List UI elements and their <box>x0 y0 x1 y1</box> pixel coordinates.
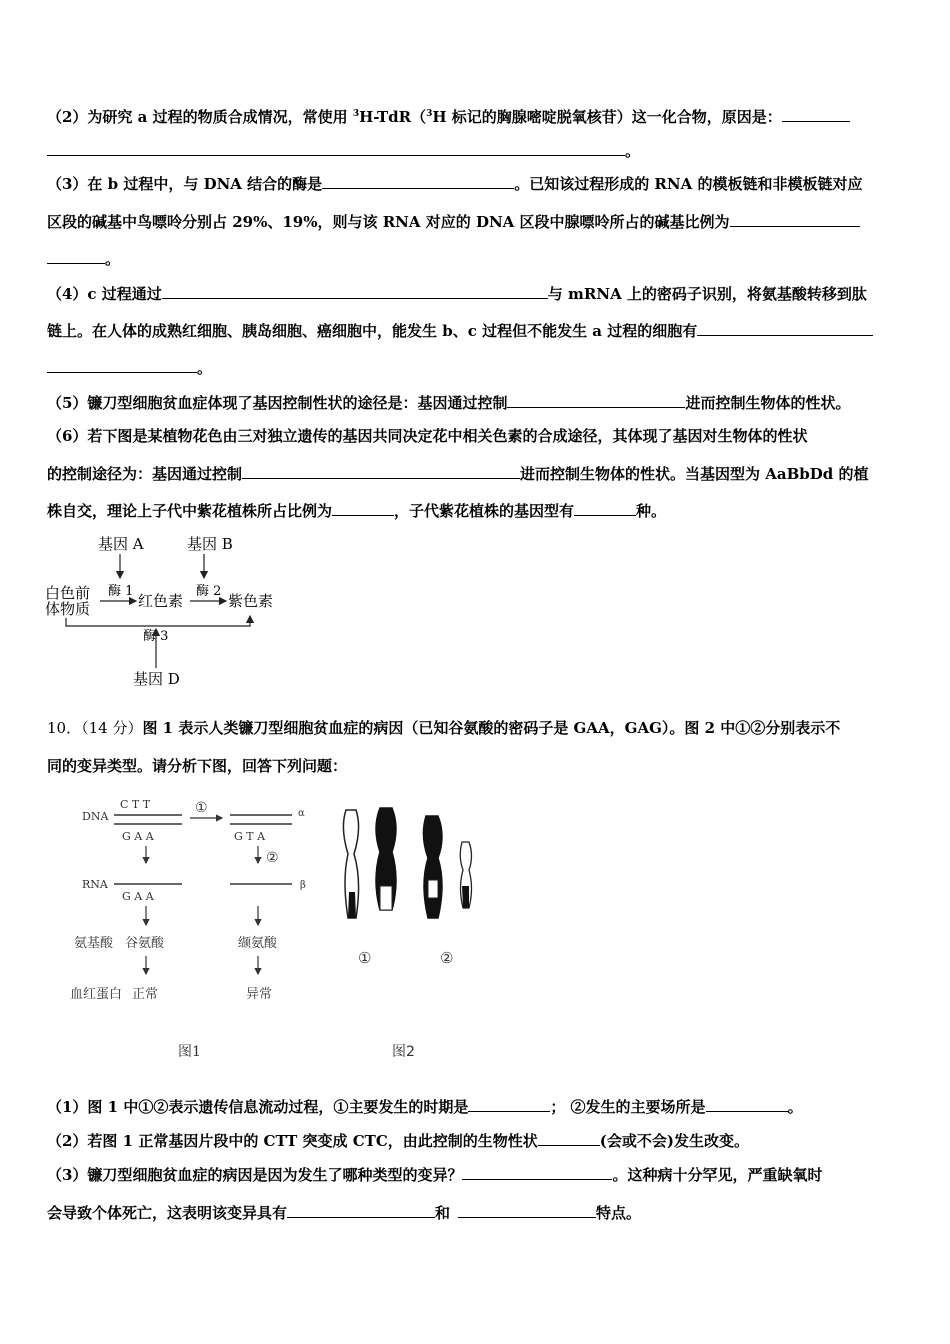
figure-1 <box>70 798 306 1060</box>
chromosome-2a <box>423 816 442 918</box>
gene-d-label: 基因 D <box>133 670 180 688</box>
q10-2-blank[interactable] <box>538 1131 600 1146</box>
alpha-label: α <box>298 808 305 819</box>
q6-text-e: ，子代紫花植株的基因型有 <box>394 502 575 520</box>
enzyme-2-label: 酶 2 <box>196 584 222 599</box>
white-precursor-line2: 体物质 <box>45 600 91 618</box>
q10-1-text-a: （1）图 1 中①②表示遗传信息流动过程，①主要发生的时期是 <box>47 1098 469 1116</box>
q2-sup2: 3 <box>426 109 433 119</box>
q2-blank-1[interactable] <box>782 107 850 122</box>
q4-end: 。 <box>197 359 213 377</box>
q10-3-text-b: 。这种病十分罕见，严重缺氧时 <box>612 1166 823 1184</box>
mutant-sequence: G T A <box>234 830 266 843</box>
q3-blank-1[interactable] <box>322 174 514 189</box>
q3-line2 <box>47 212 860 232</box>
process-1-label: ① <box>195 800 208 816</box>
q4-blank-2[interactable] <box>697 321 873 336</box>
q4-text-b: 与 mRNA 上的密码子识别，将氨基酸转移到肽 <box>547 285 867 303</box>
q4-text-a: （4）c 过程通过 <box>47 285 162 303</box>
q3-text-c: 区段的碱基中鸟嘌呤分别占 29%、19%，则与该 RNA 对应的 DNA 区段中腺嘌呤所占的碱基比例为 <box>47 213 730 231</box>
q4-blank-1[interactable] <box>162 284 548 299</box>
figure-2 <box>343 808 471 1060</box>
q4-line2 <box>47 321 873 341</box>
q10-3-text-e: 特点。 <box>596 1204 642 1222</box>
q10-3-blank-3[interactable] <box>458 1203 596 1218</box>
q4-line3 <box>47 358 212 378</box>
valine-label: 缬氨酸 <box>238 936 278 951</box>
q10-3-text-a: （3）镰刀型细胞贫血症的病因是因为发生了哪种类型的变异？ <box>47 1166 463 1184</box>
q6-text-f: 种。 <box>636 502 667 520</box>
chromosome-pair-2 <box>423 816 471 967</box>
q5-text-b: 进而控制生物体的性状。 <box>685 394 851 412</box>
q2-compound: H-TdR（ <box>359 108 427 126</box>
dna-label: DNA <box>82 810 109 823</box>
abnormal-label: 异常 <box>246 987 273 1002</box>
q6-blank-2[interactable] <box>332 501 394 516</box>
enzyme-1-label: 酶 1 <box>108 584 134 599</box>
amino-acid-label: 氨基酸 <box>74 936 114 951</box>
q10-line2 <box>47 756 347 776</box>
q6-text-b: 的控制途径为：基因通过控制 <box>47 465 243 483</box>
q2-middle: H 标记的胸腺嘧啶脱氧核苷）这一化合物，原因是： <box>432 108 782 126</box>
q2-sup1: 3 <box>352 109 360 119</box>
q10-3-blank-1[interactable] <box>462 1165 612 1180</box>
dna-bottom-sequence: G A A <box>122 830 154 843</box>
enzyme-3-label: 酶 3 <box>143 629 169 644</box>
gene-a-label: 基因 A <box>98 535 144 553</box>
red-pigment-label: 红色素 <box>138 592 184 610</box>
q10-2-text-a: （2）若图 1 正常基因片段中的 CTT 突变成 CTC，由此控制的生物性状 <box>47 1132 538 1150</box>
q2-line2 <box>47 141 640 161</box>
variation-1-label: ① <box>358 949 372 967</box>
q2-end: 。 <box>625 142 641 160</box>
q6-line3 <box>47 501 666 521</box>
q3-blank-2[interactable] <box>730 212 860 227</box>
chromosome-2b-segment <box>462 886 469 908</box>
q6-line1 <box>47 426 807 446</box>
dna-top-sequence: C T T <box>120 798 151 811</box>
q10-text-b: 同的变异类型。请分析下图，回答下列问题： <box>47 757 348 775</box>
gene-b-label: 基因 B <box>187 535 233 553</box>
normal-label: 正常 <box>132 987 159 1002</box>
q10-3-blank-2[interactable] <box>287 1203 435 1218</box>
q3-line1 <box>47 174 862 194</box>
q10-2-line <box>47 1131 749 1151</box>
q6-text-d: 株自交，理论上子代中紫花植株所占比例为 <box>47 502 333 520</box>
glutamate-label: 谷氨酸 <box>125 936 165 951</box>
hemoglobin-label: 血红蛋白 <box>70 987 123 1002</box>
q5-text-a: （5）镰刀型细胞贫血症体现了基因控制性状的途径是：基因通过控制 <box>47 394 508 412</box>
q3-end: 。 <box>105 250 121 268</box>
q3-blank-3[interactable] <box>47 249 105 264</box>
q6-blank-1[interactable] <box>242 464 520 479</box>
chromosome-pair-1 <box>343 808 396 967</box>
chromosome-1b-segment <box>380 886 392 910</box>
q2-prefix: （2）为研究 a 过程的物质合成情况，常使用 <box>47 108 353 126</box>
q4-blank-3[interactable] <box>47 358 197 373</box>
q10-3-line1 <box>47 1165 822 1185</box>
chromosome-2a-segment <box>428 880 438 898</box>
rna-sequence: G A A <box>122 890 154 903</box>
rna-label: RNA <box>82 878 108 891</box>
q10-3-line2 <box>47 1203 641 1223</box>
q10-text-a: 图 1 表示人类镰刀型细胞贫血症的病因（已知谷氨酸的密码子是 GAA，GAG）。图 2 中①②分别表示不 <box>142 719 841 737</box>
q6-line2 <box>47 464 868 484</box>
q10-line1 <box>47 718 840 738</box>
q2-blank-2[interactable] <box>47 141 625 156</box>
figure-2-caption: 图2 <box>392 1044 415 1060</box>
q6-blank-3[interactable] <box>574 501 636 516</box>
q10-number: 10． <box>47 719 82 737</box>
q10-3-text-d: 和 <box>435 1204 451 1222</box>
q6-text-a: （6）若下图是某植物花色由三对独立遗传的基因共同决定花中相关色素的合成途径，其体现了基因对生物体的性状 <box>47 427 808 445</box>
enzyme-3-path <box>66 616 250 626</box>
pigment-pathway-diagram <box>40 528 290 693</box>
purple-pigment-label: 紫色素 <box>228 592 274 610</box>
chromosome-1a-segment <box>348 892 356 918</box>
q2-line1 <box>47 104 850 127</box>
white-precursor-line1: 白色前 <box>45 584 91 602</box>
q6-text-c: 进而控制生物体的性状。当基因型为 AaBbDd 的植 <box>520 465 869 483</box>
beta-label: β <box>300 880 306 891</box>
q4-line1 <box>47 284 867 304</box>
q4-text-c: 链上。在人体的成熟红细胞、胰岛细胞、癌细胞中，能发生 b、c 过程但不能发生 a 过程的细胞有 <box>47 322 698 340</box>
q3-text-a: （3）在 b 过程中，与 DNA 结合的酶是 <box>47 175 323 193</box>
q10-score: （14 分） <box>81 719 143 737</box>
variation-2-label: ② <box>440 949 454 967</box>
figure-1-caption: 图1 <box>178 1044 201 1060</box>
q10-3-text-c: 会导致个体死亡，这表明该变异具有 <box>47 1204 288 1222</box>
q10-1-line <box>47 1097 803 1117</box>
mutation-figure <box>70 788 490 1068</box>
q5-line <box>47 393 850 413</box>
q10-1-text-b: ； ②发生的主要场所是 <box>550 1098 706 1116</box>
process-2-label: ② <box>266 850 279 866</box>
q10-1-blank-2[interactable] <box>706 1097 788 1112</box>
q10-1-text-c: 。 <box>787 1098 803 1116</box>
q10-1-blank-1[interactable] <box>468 1097 550 1112</box>
q3-line3 <box>47 249 120 269</box>
q5-blank[interactable] <box>507 393 685 408</box>
q10-2-text-b: (会或不会)发生改变。 <box>599 1132 749 1150</box>
q3-text-b: 。已知该过程形成的 RNA 的模板链和非模板链对应 <box>514 175 863 193</box>
